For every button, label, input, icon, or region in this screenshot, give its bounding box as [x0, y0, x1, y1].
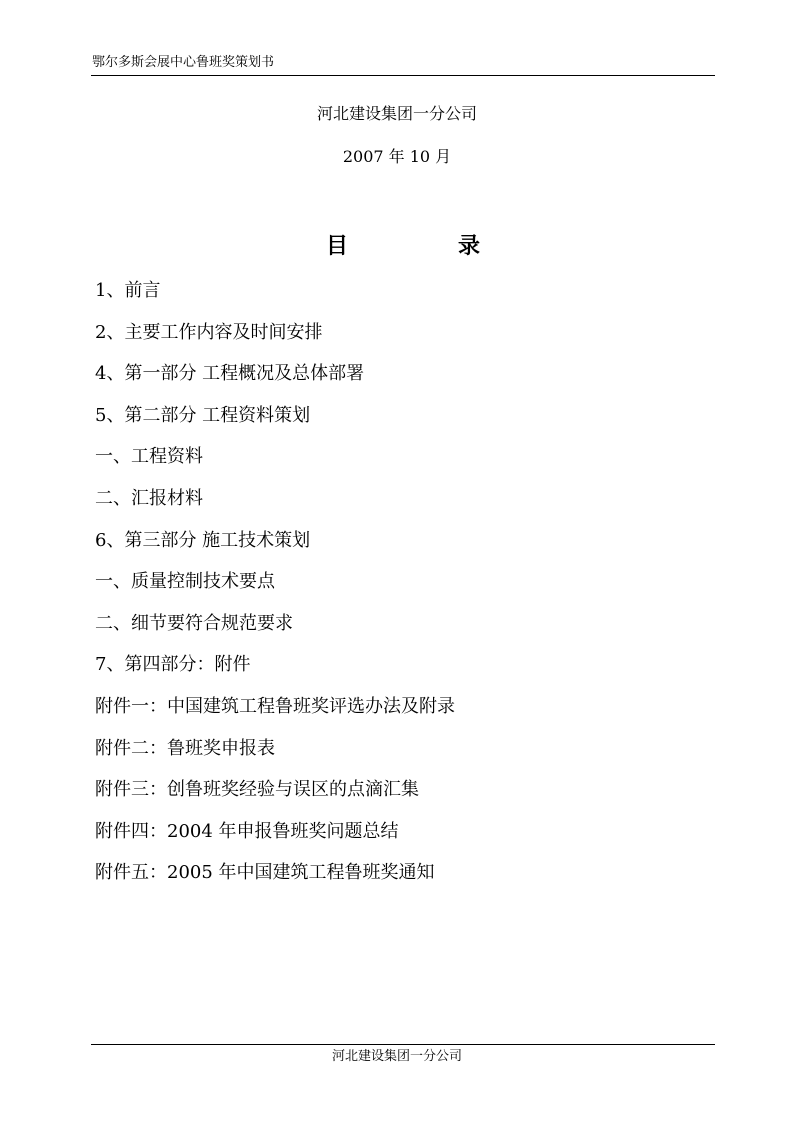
- toc-item: 附件二：鲁班奖申报表: [95, 737, 275, 759]
- toc-title-part1: 目: [326, 233, 349, 259]
- toc-title-part2: 录: [458, 233, 481, 259]
- toc-item: 一、质量控制技术要点: [95, 571, 275, 593]
- company-name: 河北建设集团一分公司: [316, 104, 477, 123]
- toc-item: 二、细节要符合规范要求: [95, 612, 293, 634]
- running-header: 鄂尔多斯会展中心鲁班奖策划书: [92, 55, 275, 70]
- toc-item: 6、第三部分 施工技术策划: [95, 529, 311, 551]
- running-footer: 河北建设集团一分公司: [331, 1049, 462, 1064]
- toc-item: 附件一：中国建筑工程鲁班奖评选办法及附录: [95, 695, 455, 717]
- toc-item: 1、前言: [95, 280, 161, 301]
- document-date: 2007 年 10 月: [342, 147, 452, 166]
- footer-divider: [91, 1044, 715, 1045]
- toc-item: 4、第一部分 工程概况及总体部署: [95, 363, 365, 385]
- toc-item: 7、第四部分：附件: [95, 654, 251, 676]
- toc-item: 二、汇报材料: [95, 487, 203, 509]
- toc-item: 一、工程资料: [95, 446, 203, 468]
- toc-item: 附件三：创鲁班奖经验与误区的点滴汇集: [95, 779, 419, 801]
- toc-item: 附件四：2004 年申报鲁班奖问题总结: [95, 820, 399, 842]
- toc-item: 5、第二部分 工程资料策划: [95, 404, 311, 426]
- toc-item: 2、主要工作内容及时间安排: [95, 321, 323, 343]
- toc-item: 附件五：2005 年中国建筑工程鲁班奖通知: [95, 862, 435, 884]
- header-divider: [91, 75, 715, 76]
- table-of-contents: [95, 278, 455, 902]
